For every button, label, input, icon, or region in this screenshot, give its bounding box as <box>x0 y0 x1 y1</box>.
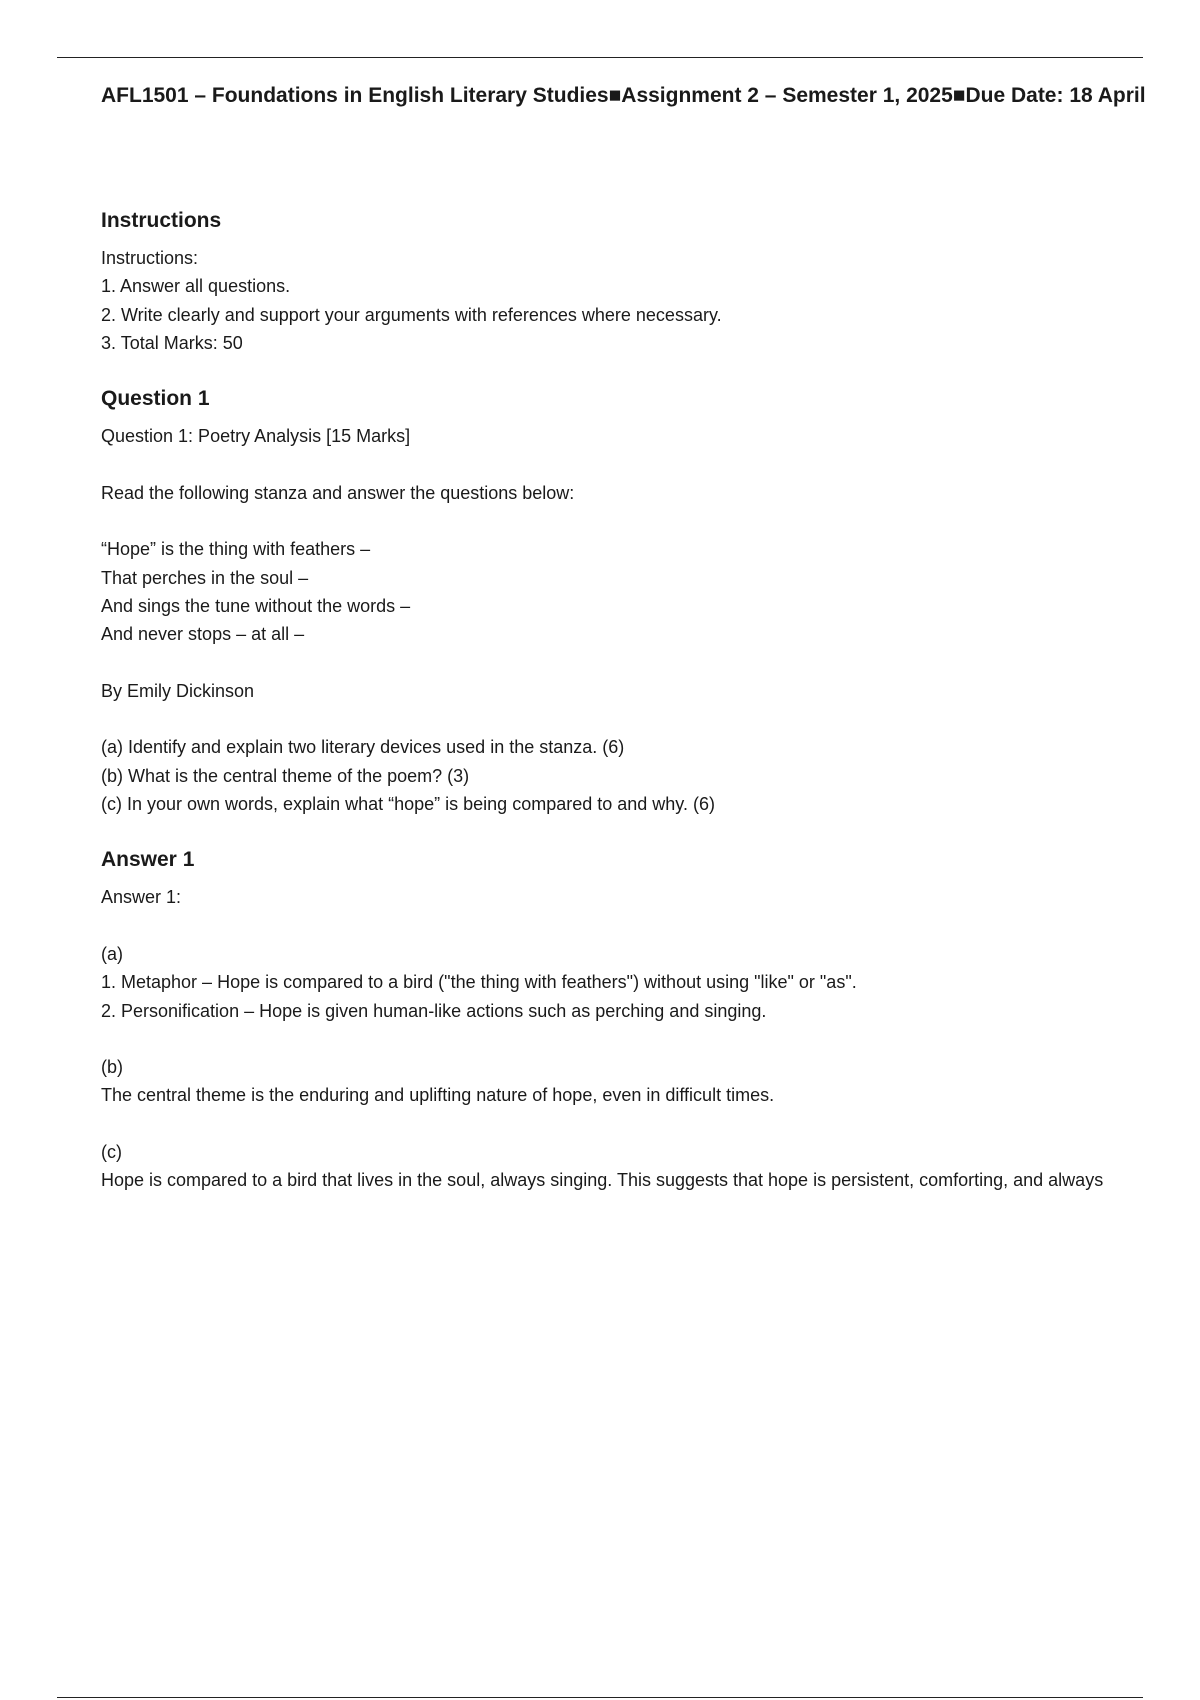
question-heading: Question 1 <box>101 387 210 411</box>
answer-part-label: (c) <box>101 1142 122 1163</box>
question-part: (c) In your own words, explain what “hope” is being compared to and why. (6) <box>101 794 715 815</box>
stanza-line: That perches in the soul – <box>101 567 309 588</box>
instructions-section <box>101 207 1200 357</box>
instructions-line: 1. Answer all questions. <box>101 276 291 297</box>
answer-line: 1. Metaphor – Hope is compared to a bird ("the thing with feathers") without using "like" or "as". <box>101 972 857 993</box>
answer-section <box>101 846 1200 1194</box>
question-prompt: Read the following stanza and answer the questions below: <box>101 482 575 503</box>
question-part: (b) What is the central theme of the poem? (3) <box>101 765 470 786</box>
question-section <box>101 385 1200 818</box>
top-rule <box>57 57 1143 58</box>
question-title: Question 1: Poetry Analysis [15 Marks] <box>101 426 411 447</box>
answer-title: Answer 1: <box>101 887 182 908</box>
instructions-line: Instructions: <box>101 248 199 268</box>
instructions-heading: Instructions <box>101 209 222 232</box>
answer-part-label: (a) <box>101 943 123 964</box>
question-part: (a) Identify and explain two literary devices used in the stanza. (6) <box>101 737 625 758</box>
stanza-line: “Hope” is the thing with feathers – <box>101 539 371 560</box>
stanza-line: And sings the tune without the words – <box>101 595 411 616</box>
answer-part-label: (b) <box>101 1057 123 1078</box>
answer-line: Hope is compared to a bird that lives in the soul, always singing. This suggests that hope is persistent, comforting, and always <box>101 1170 1104 1191</box>
document-title: AFL1501 – Foundations in English Literary Studies■Assignment 2 – Semester 1, 2025■Due Date: 18 April <box>101 84 1146 107</box>
bottom-rule <box>57 1697 1143 1698</box>
document-body <box>101 80 1200 1195</box>
answer-line: 2. Personification – Hope is given human-like actions such as perching and singing. <box>101 1000 767 1021</box>
instructions-line: 2. Write clearly and support your arguments with references where necessary. <box>101 304 722 325</box>
answer-heading: Answer 1 <box>101 848 195 872</box>
poem-author: By Emily Dickinson <box>101 680 255 701</box>
instructions-line: 3. Total Marks: 50 <box>101 332 243 353</box>
answer-line: The central theme is the enduring and uplifting nature of hope, even in difficult times. <box>101 1085 775 1106</box>
stanza-line: And never stops – at all – <box>101 624 305 645</box>
